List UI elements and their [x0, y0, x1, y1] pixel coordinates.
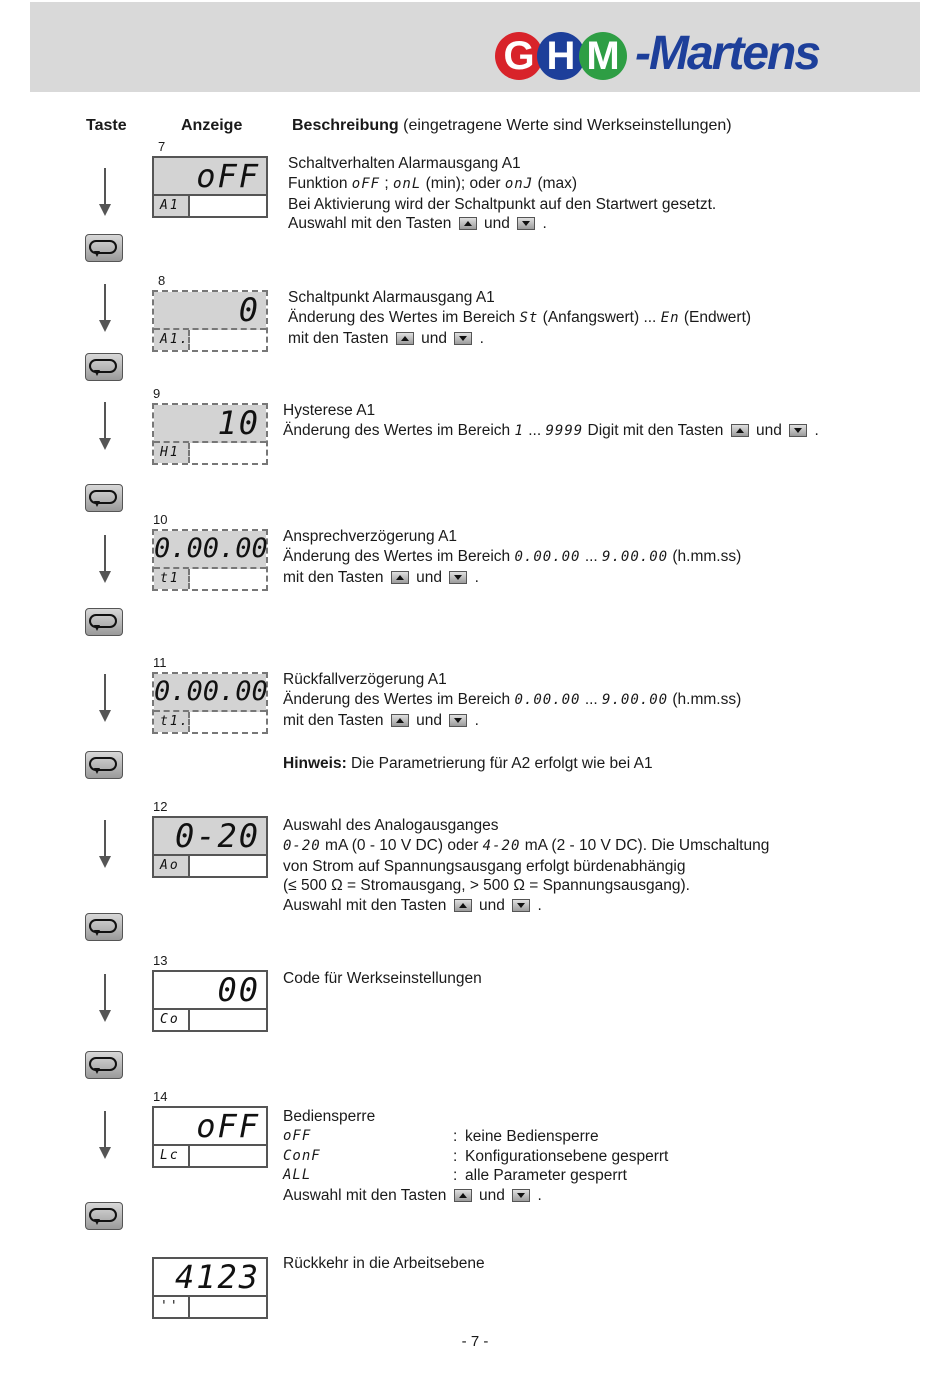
- step-12-description: Auswahl des Analogausganges 0-20 mA (0 - 10 V DC) oder 4-20 mA (2 - 10 V DC). Die Umschaltung von Strom auf Spannungsausgang erfolgt bürdenabhängig (≤ 500 Ω = Stromausgang, > 500 Ω = Spannungsausgang). Auswahl mit den Tasten und .: [283, 817, 770, 915]
- step-number: 12: [153, 799, 168, 814]
- display-sub-label: t1.: [154, 712, 190, 732]
- step-number: 7: [158, 139, 166, 154]
- down-arrow-icon: [96, 674, 116, 729]
- display-main-value: oFF: [154, 158, 266, 196]
- up-key-icon: [454, 1189, 472, 1202]
- display-sub-label: A1.: [154, 330, 190, 350]
- step-7-description: Schaltverhalten Alarmausgang A1 Funktion oFF ; onL (min); oder onJ (max) Bei Aktivierung wird der Schaltpunkt auf den Startwert gesetzt. Auswahl mit den Tasten und .: [288, 155, 717, 233]
- page-number: - 7 -: [461, 1333, 489, 1350]
- down-arrow-icon: [96, 974, 116, 1029]
- lock-options: oFF : keine Bediensperre ConF : Konfigurationsebene gesperrt ALL : alle Parameter gesperrt: [283, 1127, 669, 1185]
- column-beschreibung: Beschreibung (eingetragene Werte sind Werkseinstellungen): [292, 117, 732, 134]
- lcd-display: [152, 672, 268, 734]
- step-number: 11: [153, 655, 167, 670]
- display-sub-label: '': [154, 1297, 190, 1317]
- display-main-value: 00: [154, 972, 266, 1010]
- display-main-value: 4123: [154, 1259, 266, 1297]
- display-main-value: oFF: [154, 1108, 266, 1146]
- enter-key-icon: [85, 353, 123, 381]
- step-11-description: Rückfallverzögerung A1 Änderung des Wertes im Bereich 0.00.00 ... 9.00.00 (h.mm.ss) mit den Tasten und .: [283, 671, 742, 729]
- step-number: 9: [153, 386, 161, 401]
- step-14-description: Bediensperre oFF : keine Bediensperre ConF : Konfigurationsebene gesperrt ALL : alle Parameter gesperrt Auswahl mit den Tasten und .: [283, 1108, 669, 1205]
- display-main-value: 0.00.00: [154, 674, 266, 712]
- step-number: 13: [153, 953, 168, 968]
- lcd-display: [152, 290, 268, 352]
- display-sub-label: Ao: [154, 856, 190, 876]
- up-key-icon: [391, 571, 409, 584]
- down-arrow-icon: [96, 168, 116, 223]
- lcd-display: [152, 970, 268, 1032]
- up-key-icon: [396, 332, 414, 345]
- display-sub-label: A1: [154, 196, 190, 216]
- step-number: 14: [153, 1089, 168, 1104]
- enter-key-icon: [85, 608, 123, 636]
- display-sub-label: t1: [154, 569, 190, 589]
- down-arrow-icon: [96, 535, 116, 590]
- enter-key-icon: [85, 751, 123, 779]
- enter-key-icon: [85, 913, 123, 941]
- lcd-display: [152, 156, 268, 218]
- down-arrow-icon: [96, 1111, 116, 1166]
- enter-key-icon: [85, 234, 123, 262]
- step-8-description: Schaltpunkt Alarmausgang A1 Änderung des Wertes im Bereich St (Anfangswert) ... En (Endwert) mit den Tasten und .: [288, 289, 752, 347]
- step-15-description: Rückkehr in die Arbeitsebene: [283, 1255, 485, 1272]
- column-anzeige: Anzeige: [181, 117, 243, 134]
- display-main-value: 10: [154, 405, 266, 443]
- step-13-description: Code für Werkseinstellungen: [283, 970, 482, 987]
- lcd-display: [152, 1257, 268, 1319]
- lcd-display: [152, 403, 268, 465]
- logo-m: M: [579, 32, 627, 80]
- lcd-display: [152, 816, 268, 878]
- enter-key-icon: [85, 1051, 123, 1079]
- column-taste: Taste: [86, 117, 127, 134]
- down-key-icon: [512, 1189, 530, 1202]
- down-key-icon: [517, 217, 535, 230]
- up-key-icon: [459, 217, 477, 230]
- step-9-description: Hysterese A1 Änderung des Wertes im Bereich 1 ... 9999 Digit mit den Tasten und .: [283, 402, 819, 439]
- step-10-description: Ansprechverzögerung A1 Änderung des Wertes im Bereich 0.00.00 ... 9.00.00 (h.mm.ss) mit den Tasten und .: [283, 528, 742, 586]
- down-key-icon: [454, 332, 472, 345]
- display-sub-label: Lc: [154, 1146, 190, 1166]
- up-key-icon: [391, 714, 409, 727]
- enter-key-icon: [85, 1202, 123, 1230]
- logo-h: H: [537, 32, 585, 80]
- down-key-icon: [449, 571, 467, 584]
- step-number: 8: [158, 273, 166, 288]
- logo-martens: -Martens: [635, 27, 820, 80]
- enter-key-icon: [85, 484, 123, 512]
- step-number: 10: [153, 512, 168, 527]
- down-arrow-icon: [96, 402, 116, 457]
- display-main-value: 0: [154, 292, 266, 330]
- down-key-icon: [512, 899, 530, 912]
- display-sub-label: H1: [154, 443, 190, 463]
- ghm-martens-logo: [495, 28, 915, 82]
- display-main-value: 0-20: [154, 818, 266, 856]
- down-key-icon: [789, 424, 807, 437]
- up-key-icon: [454, 899, 472, 912]
- lcd-display: [152, 529, 268, 591]
- logo-g: G: [495, 32, 543, 80]
- lcd-display: [152, 1106, 268, 1168]
- down-arrow-icon: [96, 284, 116, 339]
- up-key-icon: [731, 424, 749, 437]
- down-arrow-icon: [96, 820, 116, 875]
- display-main-value: 0.00.00: [154, 531, 266, 569]
- display-sub-label: Co: [154, 1010, 190, 1030]
- hint-note: Hinweis: Die Parametrierung für A2 erfolgt wie bei A1: [283, 755, 653, 772]
- down-key-icon: [449, 714, 467, 727]
